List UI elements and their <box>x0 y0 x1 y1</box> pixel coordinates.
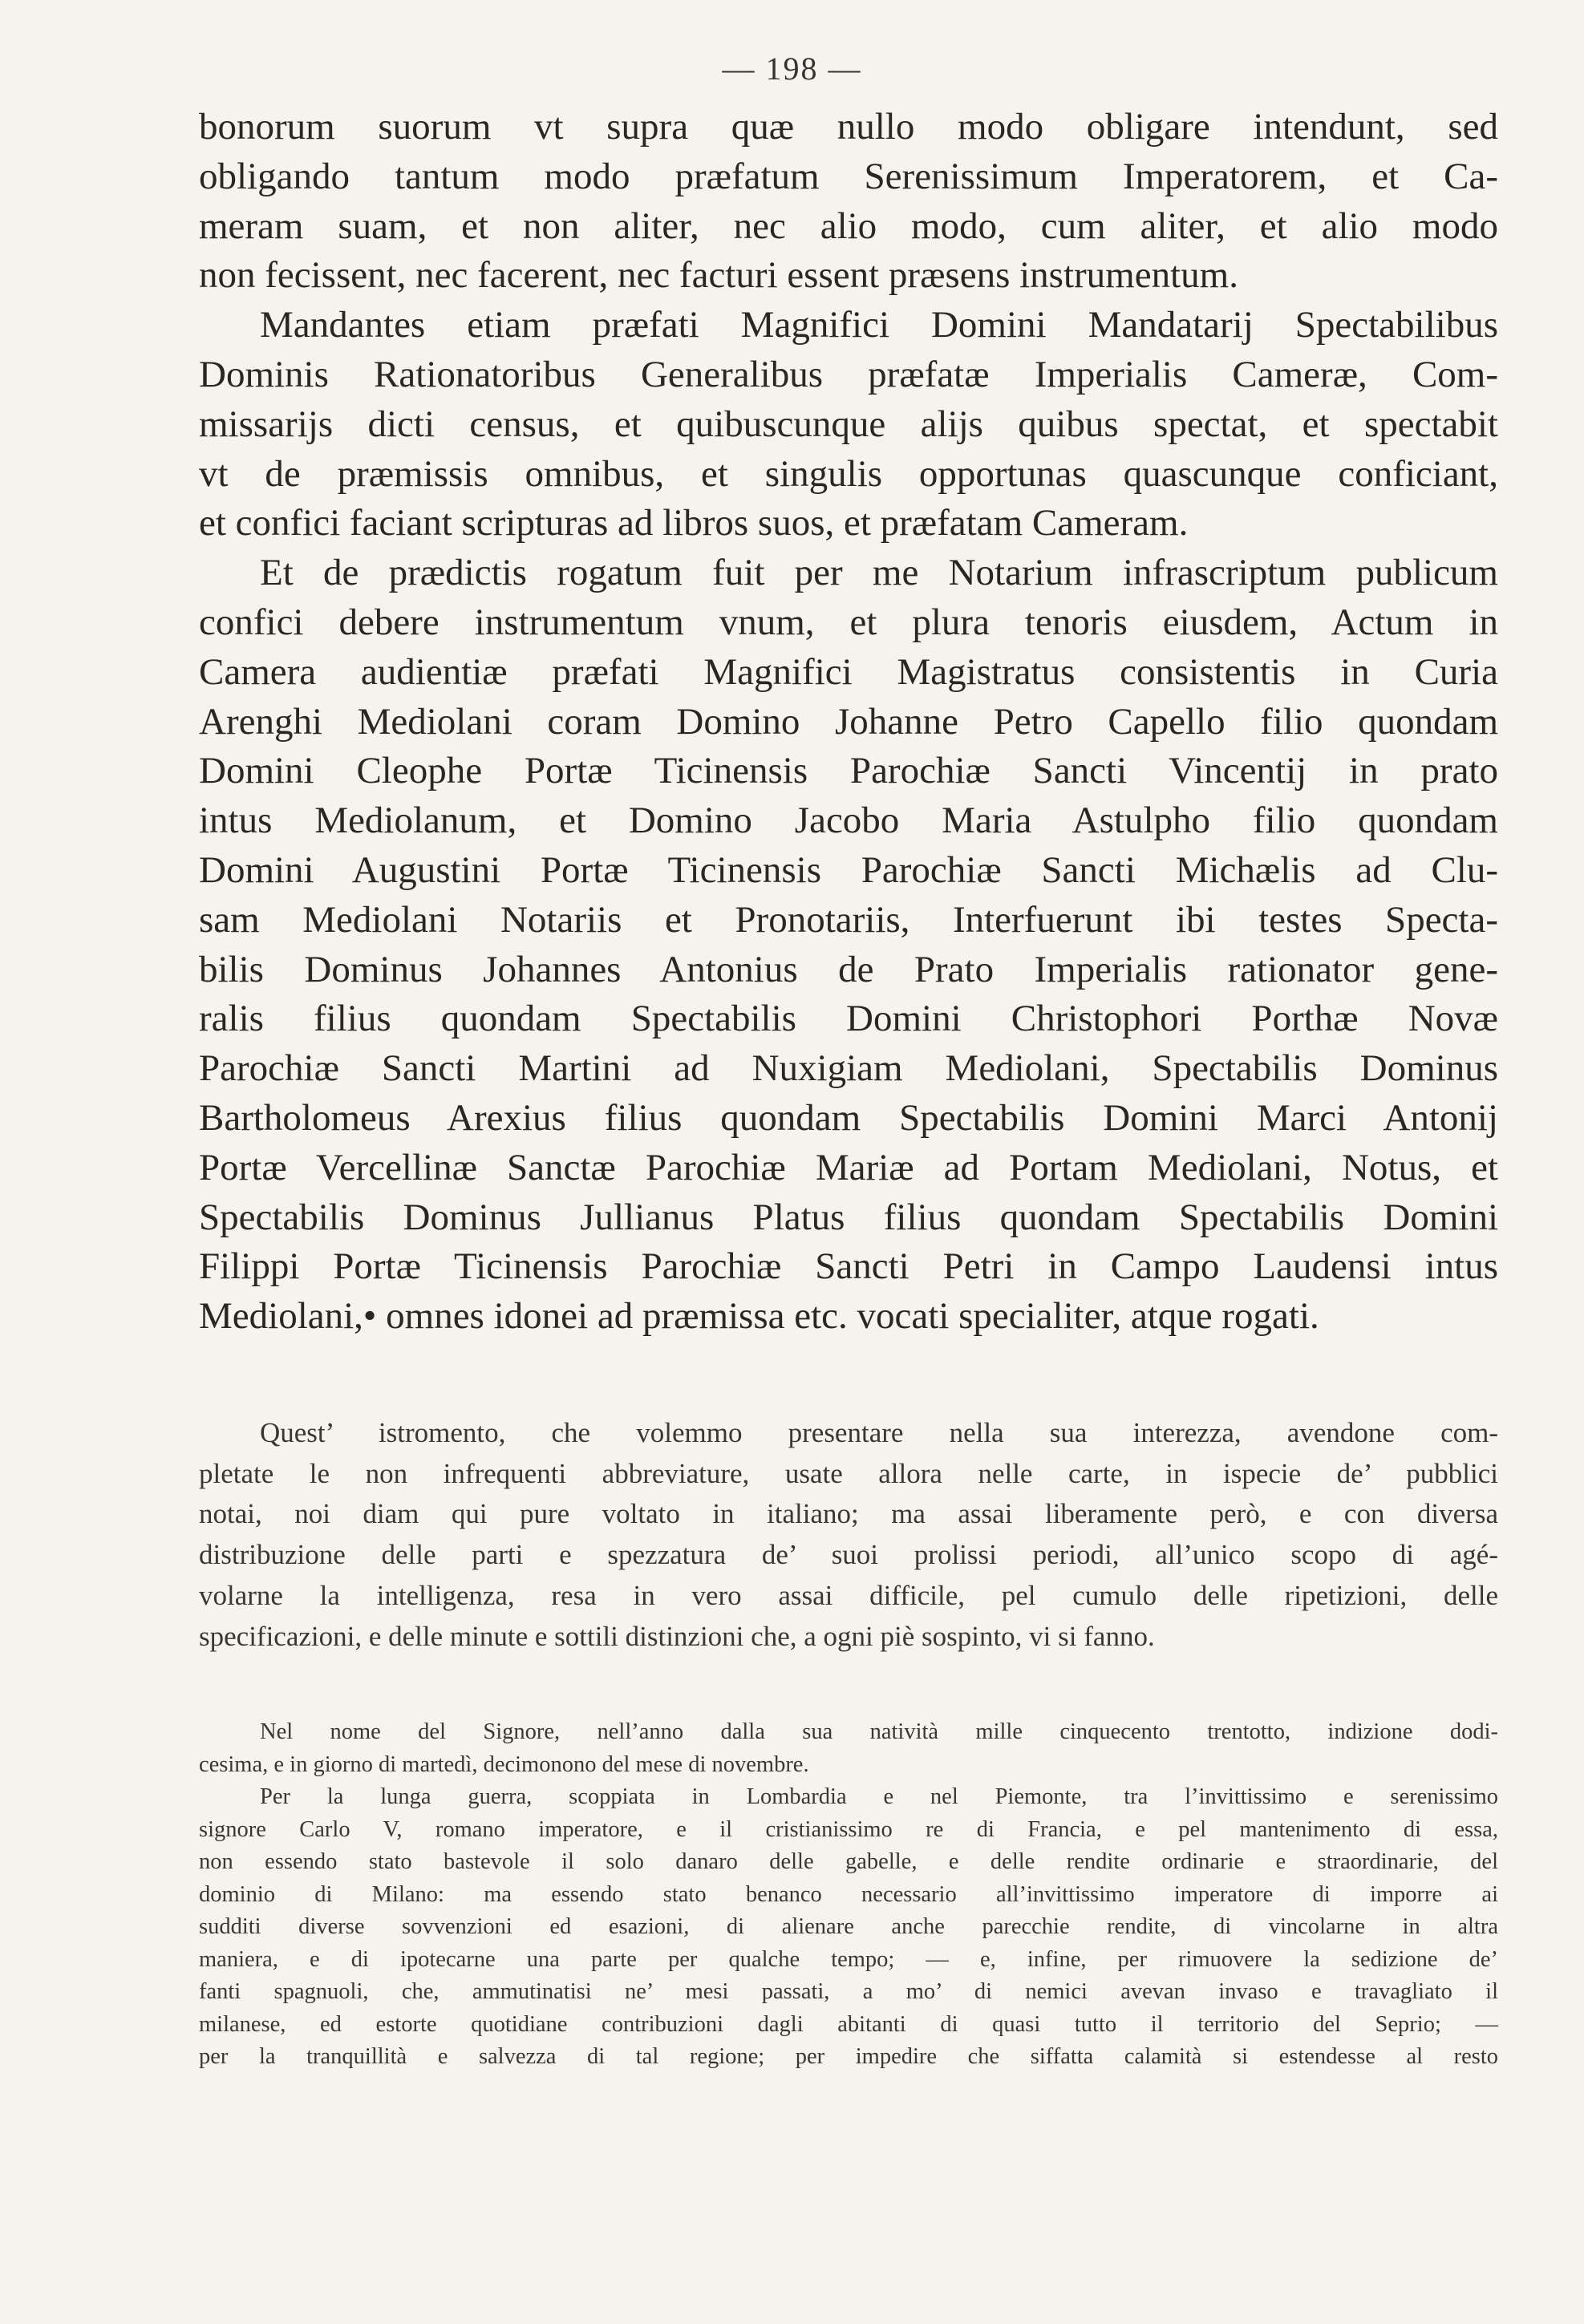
note-text-line: Quest’ istromento, che volemmo presentare nella sua interezza, avendone com- <box>260 1417 1498 1448</box>
translation-text-line: cesima, e in giorno di martedì, decimonono del mese di novembre. <box>199 1751 809 1777</box>
latin-text-line: Arenghi Mediolani coram Domino Johanne Petro Capello filio quondam <box>199 700 1498 743</box>
translation-text-line: non essendo stato bastevole il solo danaro delle gabelle, e delle rendite ordinarie e straordinarie, del <box>199 1849 1498 1874</box>
latin-text-line: bonorum suorum vt supra quæ nullo modo obligare intendunt, sed <box>199 106 1498 148</box>
latin-text-line: Parochiæ Sancti Martini ad Nuxigiam Mediolani, Spectabilis Dominus <box>199 1047 1498 1090</box>
translation-text-line: Per la lunga guerra, scoppiata in Lombardia e nel Piemonte, tra l’invittissimo e serenissimo <box>260 1784 1498 1809</box>
editor-note <box>199 1413 1498 1657</box>
latin-text-line: Dominis Rationatoribus Generalibus præfatæ Imperialis Cameræ, Com- <box>199 353 1498 395</box>
note-text-line: specificazioni, e delle minute e sottili distinzioni che, a ogni piè sospinto, vi si fanno. <box>199 1620 1155 1652</box>
note-text-line: pletate le non infrequenti abbreviature, usate allora nelle carte, in ispecie de’ pubblici <box>199 1457 1498 1489</box>
translation-text-line: maniera, e di ipotecarne una parte per qualche tempo; — e, infine, per rimuovere la sedizione de’ <box>199 1946 1498 1972</box>
latin-text-line: non fecissent, nec facerent, nec facturi essent præsens instrumentum. <box>199 254 1238 297</box>
latin-text-line: Mediolani,• omnes idonei ad præmissa etc. vocati specialiter, atque rogati. <box>199 1295 1319 1338</box>
italian-translation <box>199 1716 1498 2074</box>
latin-text-line: sam Mediolani Notariis et Pronotariis, Interfuerunt ibi testes Specta- <box>199 898 1498 941</box>
translation-text-line: Nel nome del Signore, nell’anno dalla sua natività mille cinquecento trentotto, indizione dodi- <box>260 1719 1498 1744</box>
latin-text-line: Et de prædictis rogatum fuit per me Notarium infrascriptum publicum <box>260 552 1498 594</box>
translation-text-line: signore Carlo V, romano imperatore, e il cristianissimo re di Francia, e pel mantenimento di essa, <box>199 1816 1498 1842</box>
note-text-line: volarne la intelligenza, resa in vero assai difficile, pel cumulo delle ripetizioni, delle <box>199 1579 1498 1611</box>
latin-text-line: meram suam, et non aliter, nec alio modo, cum aliter, et alio modo <box>199 204 1498 247</box>
latin-text-line: Camera audientiæ præfati Magnifici Magistratus consistentis in Curia <box>199 650 1498 693</box>
latin-text-line: ralis filius quondam Spectabilis Domini Christophori Porthæ Novæ <box>199 998 1498 1040</box>
latin-text-line: bilis Dominus Johannes Antonius de Prato Imperialis rationator gene- <box>199 948 1498 990</box>
latin-text-line: et confici faciant scripturas ad libros suos, et præfatam Cameram. <box>199 502 1189 545</box>
note-text-line: distribuzione delle parti e spezzatura de’ suoi prolissi periodi, all’unico scopo di agé- <box>199 1539 1498 1571</box>
latin-text-line: Bartholomeus Arexius filius quondam Spectabilis Domini Marci Antonij <box>199 1096 1498 1139</box>
translation-text-line: fanti spagnuoli, che, ammutinatisi ne’ mesi passati, a mo’ di nemici avevan invaso e travagliato il <box>199 1979 1498 2004</box>
latin-text-line: Filippi Portæ Ticinensis Parochiæ Sancti Petri in Campo Laudensi intus <box>199 1245 1498 1288</box>
latin-text-line: confici debere instrumentum vnum, et plura tenoris eiusdem, Actum in <box>199 601 1498 643</box>
note-text-line: notai, noi diam qui pure voltato in italiano; ma assai liberamente però, e con diversa <box>199 1498 1498 1530</box>
latin-text-line: Spectabilis Dominus Jullianus Platus filius quondam Spectabilis Domini <box>199 1196 1498 1238</box>
latin-text-line: obligando tantum modo præfatum Serenissimum Imperatorem, et Ca- <box>199 155 1498 197</box>
translation-text-line: per la tranquillità e salvezza di tal regione; per impedire che siffatta calamità si estendesse al resto <box>199 2044 1498 2069</box>
translation-text-line: dominio di Milano: ma essendo stato benanco necessario all’invittissimo imperatore di imporre ai <box>199 1881 1498 1907</box>
latin-text-line: Domini Augustini Portæ Ticinensis Parochiæ Sancti Michælis ad Clu- <box>199 848 1498 891</box>
page-number: — 198 — <box>722 51 862 87</box>
translation-text-line: sudditi diverse sovvenzioni ed esazioni, di alienare anche parecchie rendite, di vincolarne in altra <box>199 1914 1498 1939</box>
latin-text-line: Mandantes etiam præfati Magnifici Domini Mandatarij Spectabilibus <box>260 304 1498 346</box>
translation-text-line: milanese, ed estorte quotidiane contribuzioni dagli abitanti di quasi tutto il territorio del Seprio; — <box>199 2011 1498 2037</box>
latin-text-line: intus Mediolanum, et Domino Jacobo Maria Astulpho filio quondam <box>199 800 1498 842</box>
latin-text-line: missarijs dicti census, et quibuscunque alijs quibus spectat, et spectabit <box>199 403 1498 445</box>
latin-text-line: Domini Cleophe Portæ Ticinensis Parochiæ Sancti Vincentij in prato <box>199 750 1498 792</box>
latin-text-block <box>199 103 1498 1342</box>
latin-text-line: vt de præmissis omnibus, et singulis opportunas quascunque conficiant, <box>199 452 1498 495</box>
latin-text-line: Portæ Vercellinæ Sanctæ Parochiæ Mariæ ad Portam Mediolani, Notus, et <box>199 1146 1498 1188</box>
